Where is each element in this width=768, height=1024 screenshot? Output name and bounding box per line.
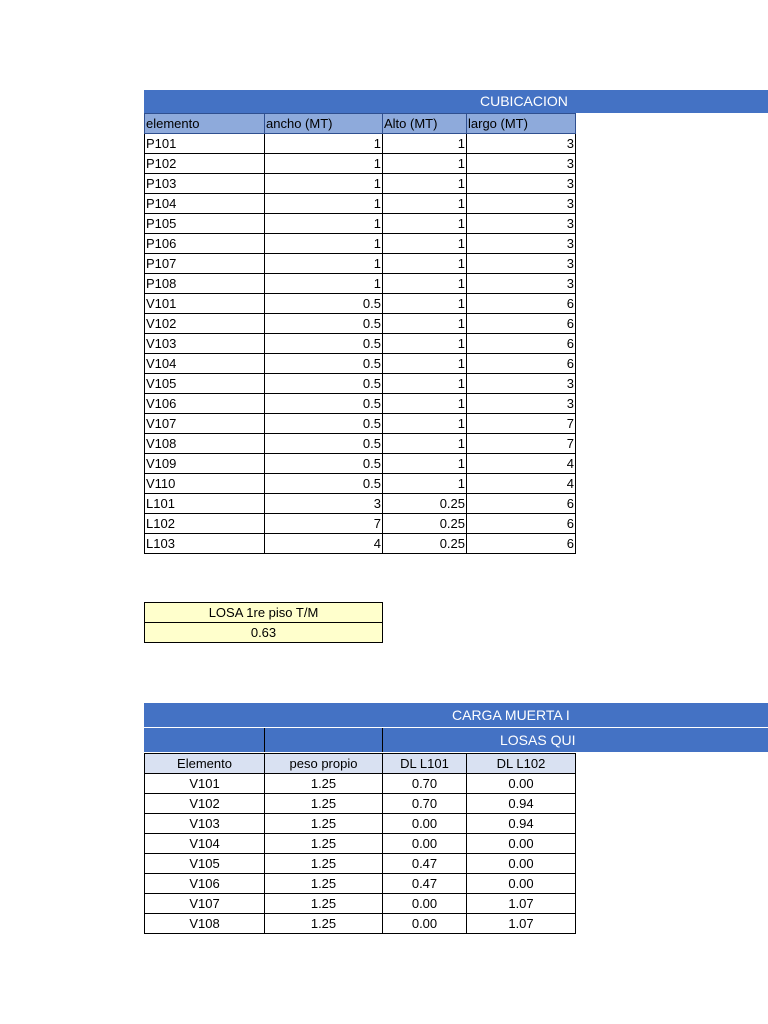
table-cell[interactable]: 1	[383, 354, 467, 374]
table-row	[145, 774, 576, 794]
table-cell[interactable]: 1.25	[265, 894, 383, 914]
column-header[interactable]: peso propio	[265, 754, 383, 774]
table-cell[interactable]: 0.5	[265, 474, 383, 494]
table-cell[interactable]: V104	[145, 354, 265, 374]
column-header[interactable]: DL L101	[383, 754, 467, 774]
table-cell[interactable]: 0.25	[383, 514, 467, 534]
table-cell[interactable]: 1	[383, 314, 467, 334]
table-cell[interactable]: V103	[145, 334, 265, 354]
carga-muerta-title-bar	[144, 703, 768, 727]
table-cell[interactable]: 0.00	[383, 894, 467, 914]
table-cell[interactable]: 0.70	[383, 774, 467, 794]
table-cell[interactable]: 0.5	[265, 314, 383, 334]
carga-muerta-title: CARGA MUERTA I	[452, 707, 570, 723]
table-cell[interactable]: 3	[467, 154, 576, 174]
table-cell[interactable]: V109	[145, 454, 265, 474]
table-cell[interactable]: 0.5	[265, 414, 383, 434]
table-cell[interactable]: 1	[383, 394, 467, 414]
table-row	[145, 154, 576, 174]
table-row	[145, 434, 576, 454]
table-cell[interactable]: 1	[383, 134, 467, 154]
table-cell[interactable]: 6	[467, 534, 576, 554]
table-cell[interactable]: 0.00	[467, 874, 576, 894]
table-cell[interactable]: P107	[145, 254, 265, 274]
table-cell[interactable]: 3	[467, 374, 576, 394]
table-row	[145, 814, 576, 834]
table-cell[interactable]: 1.25	[265, 774, 383, 794]
table-row	[145, 854, 576, 874]
table-cell[interactable]: L101	[145, 494, 265, 514]
table-cell[interactable]: 1	[265, 174, 383, 194]
table-row	[145, 494, 576, 514]
table-cell[interactable]: V106	[145, 394, 265, 414]
table-cell[interactable]: 6	[467, 354, 576, 374]
table-cell[interactable]: 1	[383, 234, 467, 254]
table-cell[interactable]: 0.47	[383, 874, 467, 894]
table-cell[interactable]: 1.07	[467, 894, 576, 914]
table-cell[interactable]: L102	[145, 514, 265, 534]
table-cell[interactable]: 0.5	[265, 434, 383, 454]
carga-muerta-table	[144, 753, 576, 934]
table-cell[interactable]: 3	[467, 274, 576, 294]
table-row	[145, 794, 576, 814]
table-cell[interactable]: 0.5	[265, 334, 383, 354]
table-cell[interactable]: 7	[467, 434, 576, 454]
column-header[interactable]: Alto (MT)	[383, 114, 467, 134]
table-row	[145, 174, 576, 194]
header-row	[145, 754, 576, 774]
table-cell[interactable]: 1.25	[265, 874, 383, 894]
table-cell[interactable]: 4	[265, 534, 383, 554]
table-cell[interactable]: 0.5	[265, 394, 383, 414]
table-cell[interactable]: 1	[383, 374, 467, 394]
table-row	[145, 454, 576, 474]
table-cell[interactable]: 4	[467, 454, 576, 474]
table-cell[interactable]: 0.25	[383, 494, 467, 514]
table-cell[interactable]: 4	[467, 474, 576, 494]
table-cell[interactable]: 0.94	[467, 794, 576, 814]
table-cell[interactable]: P103	[145, 174, 265, 194]
table-cell[interactable]: V105	[145, 374, 265, 394]
table-cell[interactable]: V101	[145, 774, 265, 794]
table-row	[145, 254, 576, 274]
table-cell[interactable]: 0.00	[383, 914, 467, 934]
table-row	[145, 234, 576, 254]
table-cell[interactable]: V107	[145, 414, 265, 434]
table-cell[interactable]: L103	[145, 534, 265, 554]
table-cell[interactable]: 1	[383, 434, 467, 454]
table-row	[145, 894, 576, 914]
losas-subtitle-bar	[144, 728, 768, 752]
table-cell[interactable]: 1	[383, 414, 467, 434]
table-cell[interactable]: 1	[383, 254, 467, 274]
table-cell[interactable]: 6	[467, 294, 576, 314]
table-cell[interactable]: 7	[265, 514, 383, 534]
column-header[interactable]: DL L102	[467, 754, 576, 774]
table-cell[interactable]: P102	[145, 154, 265, 174]
table-cell[interactable]: 1	[383, 174, 467, 194]
table-cell[interactable]: 0.94	[467, 814, 576, 834]
table-cell[interactable]: V107	[145, 894, 265, 914]
losa-box	[144, 602, 383, 643]
table-row	[145, 514, 576, 534]
table-cell[interactable]: 1	[383, 194, 467, 214]
table-cell[interactable]: 6	[467, 334, 576, 354]
table-cell[interactable]: 1.25	[265, 814, 383, 834]
table-cell[interactable]: 0.25	[383, 534, 467, 554]
table-cell[interactable]: V110	[145, 474, 265, 494]
table-cell[interactable]: 0.00	[383, 834, 467, 854]
table-cell[interactable]: P108	[145, 274, 265, 294]
table-cell[interactable]: 3	[467, 194, 576, 214]
cubicacion-table	[144, 113, 576, 554]
table-cell[interactable]: 0.5	[265, 354, 383, 374]
table-row	[145, 214, 576, 234]
table-cell[interactable]: 3	[467, 394, 576, 414]
table-cell[interactable]: 1	[383, 334, 467, 354]
table-cell[interactable]: 1	[265, 214, 383, 234]
table-cell[interactable]: 0.00	[467, 774, 576, 794]
table-cell[interactable]: V108	[145, 434, 265, 454]
losa-label[interactable]: LOSA 1re piso T/M	[145, 603, 383, 623]
table-cell[interactable]: V104	[145, 834, 265, 854]
table-row	[145, 294, 576, 314]
table-cell[interactable]: 1	[383, 214, 467, 234]
table-cell[interactable]: 6	[467, 314, 576, 334]
table-cell[interactable]: 1.07	[467, 914, 576, 934]
table-row	[145, 474, 576, 494]
table-row	[145, 334, 576, 354]
table-cell[interactable]: V103	[145, 814, 265, 834]
table-cell[interactable]: 1	[383, 274, 467, 294]
table-cell[interactable]: V102	[145, 794, 265, 814]
table-row	[145, 394, 576, 414]
table-cell[interactable]: 1	[383, 454, 467, 474]
column-header[interactable]: elemento	[145, 114, 265, 134]
table-row	[145, 414, 576, 434]
table-row	[145, 194, 576, 214]
column-header[interactable]: largo (MT)	[467, 114, 576, 134]
table-cell[interactable]: V105	[145, 854, 265, 874]
cubicacion-title-bar	[144, 90, 768, 113]
table-cell[interactable]: 1	[383, 294, 467, 314]
table-cell[interactable]: 1.25	[265, 914, 383, 934]
table-row	[145, 874, 576, 894]
table-cell[interactable]: P104	[145, 194, 265, 214]
table-cell[interactable]: 1.25	[265, 834, 383, 854]
table-cell[interactable]: 7	[467, 414, 576, 434]
table-cell[interactable]: P101	[145, 134, 265, 154]
header-row	[145, 114, 576, 134]
table-cell[interactable]: 6	[467, 494, 576, 514]
table-cell[interactable]: V102	[145, 314, 265, 334]
table-cell[interactable]: 3	[467, 134, 576, 154]
column-divider	[264, 728, 265, 752]
table-cell[interactable]: 3	[467, 214, 576, 234]
table-cell[interactable]: 1	[265, 134, 383, 154]
column-header[interactable]: ancho (MT)	[265, 114, 383, 134]
table-row	[145, 374, 576, 394]
table-cell[interactable]: 1	[383, 154, 467, 174]
table-cell[interactable]: 3	[467, 234, 576, 254]
table-cell[interactable]: 1.25	[265, 854, 383, 874]
table-cell[interactable]: 1	[265, 274, 383, 294]
column-divider	[382, 728, 383, 752]
table-cell[interactable]: 1	[383, 474, 467, 494]
column-header[interactable]: Elemento	[145, 754, 265, 774]
table-cell[interactable]: 3	[265, 494, 383, 514]
table-cell[interactable]: 3	[467, 254, 576, 274]
table-row	[145, 834, 576, 854]
table-cell[interactable]: 0.70	[383, 794, 467, 814]
table-cell[interactable]: 0.5	[265, 374, 383, 394]
table-cell[interactable]: V108	[145, 914, 265, 934]
table-row	[145, 134, 576, 154]
table-cell[interactable]: 1	[265, 154, 383, 174]
losas-subtitle: LOSAS QUI	[500, 732, 576, 748]
table-cell[interactable]: P105	[145, 214, 265, 234]
losa-value[interactable]: 0.63	[145, 623, 383, 643]
table-cell[interactable]: V106	[145, 874, 265, 894]
table-cell[interactable]: 0.5	[265, 294, 383, 314]
table-cell[interactable]: 0.5	[265, 454, 383, 474]
losa-table	[144, 602, 383, 643]
cubicacion-title: CUBICACION	[480, 93, 568, 109]
table-row	[145, 314, 576, 334]
table-cell[interactable]: V101	[145, 294, 265, 314]
table-cell[interactable]: 1	[265, 194, 383, 214]
table-cell[interactable]: 1.25	[265, 794, 383, 814]
table-row	[145, 354, 576, 374]
table-row	[145, 914, 576, 934]
table-row	[145, 274, 576, 294]
table-cell[interactable]: 1	[265, 254, 383, 274]
table-cell[interactable]: 0.00	[467, 854, 576, 874]
table-cell[interactable]: 1	[265, 234, 383, 254]
table-cell[interactable]: P106	[145, 234, 265, 254]
table-cell[interactable]: 0.00	[383, 814, 467, 834]
table-cell[interactable]: 0.47	[383, 854, 467, 874]
table-cell[interactable]: 3	[467, 174, 576, 194]
table-cell[interactable]: 0.00	[467, 834, 576, 854]
table-cell[interactable]: 6	[467, 514, 576, 534]
table-row	[145, 534, 576, 554]
